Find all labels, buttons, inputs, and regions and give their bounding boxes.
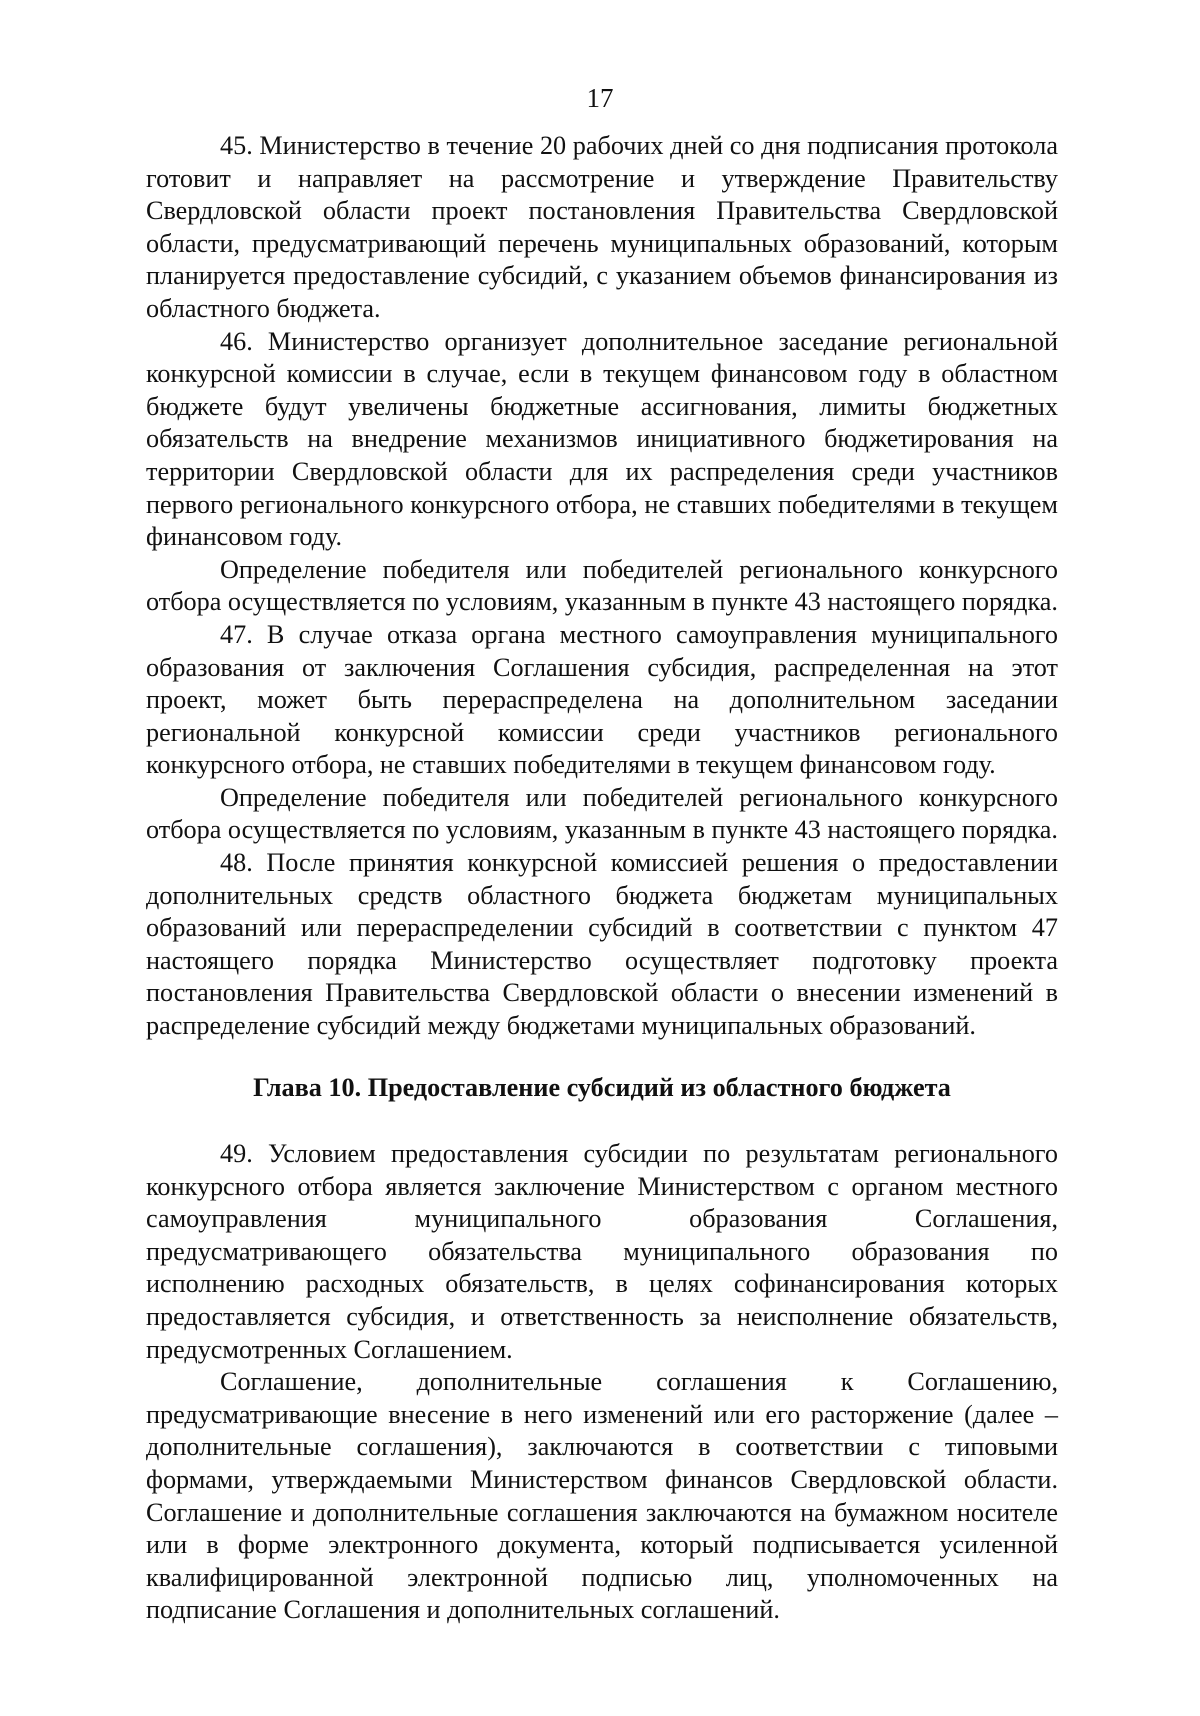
paragraph-47-winners: Определение победителя или победителей регионального конкурсного отбора осуществляется по условиям, указанным в пункте 43 настоящего порядка. [146,782,1058,845]
paragraph-45: 45. Министерство в течение 20 рабочих дней со дня подписания протокола готовит и направляет на рассмотрение и утверждение Правительству Свердловской области проект постановления Правительства Свердловской области, предусматривающий перечень муниципальных образований, которым планируется предоставление субсидий, с указанием объемов финансирования из областного бюджета. [146,131,1058,323]
paragraph-47: 47. В случае отказа органа местного самоуправления муниципального образования от заключения Соглашения субсидия, распределенная на этот проект, может быть перераспределена на дополнительном заседании региональной конкурсной комиссии среди участников регионального конкурсного отбора, не ставших победителями в текущем финансовом году. [146,619,1058,780]
body-text-bottom [146,1138,1058,1627]
paragraph-49: 49. Условием предоставления субсидии по результатам регионального конкурсного отбора является заключение Министерством с органом местного самоуправления муниципального образования Соглашения, предусматривающего обязательства муниципального образования по исполнению расходных обязательств, в целях софинансирования которых предоставляется субсидия, и ответственность за неисполнение обязательств, предусмотренных Соглашением. [146,1139,1058,1364]
paragraph-48: 48. После принятия конкурсной комиссией решения о предоставлении дополнительных средств областного бюджета бюджетам муниципальных образований или перераспределении субсидий в соответствии с пунктом 47 настоящего порядка Министерство осуществляет подготовку проекта постановления Правительства Свердловской области о внесении изменений в распределение субсидий между бюджетами муниципальных образований. [146,848,1058,1041]
chapter-title: Глава 10. Предоставление субсидий из областного бюджета [253,1073,951,1102]
body-text-top [146,130,1058,1043]
paragraph-46-winners: Определение победителя или победителей регионального конкурсного отбора осуществляется по условиям, указанным в пункте 43 настоящего порядка. [146,554,1058,617]
page-number: 17 [586,83,614,113]
paragraph-46: 46. Министерство организует дополнительное заседание региональной конкурсной комиссии в случае, если в текущем финансовом году в областном бюджете будут увеличены бюджетные ассигнования, лимиты бюджетных обязательств на внедрение механизмов инициативного бюджетирования на территории Свердловской области для их распределения среди участников первого регионального конкурсного отбора, не ставших победителями в текущем финансовом году. [146,326,1058,552]
paragraph-49-agreement: Соглашение, дополнительные соглашения к Соглашению, предусматривающие внесение в него изменений или его расторжение (далее – дополнительные соглашения), заключаются в соответствии с типовыми формами, утверждаемыми Министерством финансов Свердловской области. Соглашение и дополнительные соглашения заключаются на бумажном носителе или в форме электронного документа, который подписывается усиленной квалифицированной электронной подписью лиц, уполномоченных на подписание Соглашения и дополнительных соглашений. [146,1367,1058,1625]
